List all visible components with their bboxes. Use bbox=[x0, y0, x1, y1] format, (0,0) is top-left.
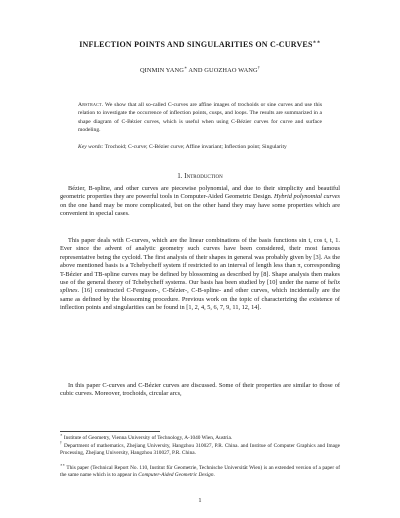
paper-title bbox=[0, 40, 400, 49]
author-1: QINMIN YANG bbox=[139, 67, 184, 74]
paragraph-3: In this paper C-curves and C-Bézier curves are discussed. Some of their properties are similar to those of cubic curves. Moreover, trochoids, circular arcs, bbox=[60, 382, 340, 398]
author-conjunction: AND bbox=[187, 67, 205, 74]
author-line bbox=[0, 64, 400, 74]
keywords-label: Key words: bbox=[78, 144, 104, 150]
author-2-mark: † bbox=[257, 64, 261, 70]
paragraph-2: This paper deals with C-curves, which are the linear combinations of the basis functions sin t, cos t, t, 1. Ever since the advent of analytic geometry such curves have been considered, their most famous representative being the cycloid. The first analysis of their shapes in general was probably given by [3]. As the above mentioned basis is a Tchebycheff system if restricted to an interval of length less than π, corresponding T-Bézier and TB-spline curves may be defined by blossoming as described by [8]. Shape analysis then makes use of the general theory of Tchebycheff systems. Our basis has been studied by [10] under the name of helix splines. [16] constructed C-Ferguson-, C-Bézier-, C-B-spline- and other curves, which incidentally are the same as defined by the blossoming procedure. Previous work on the topic of characterizing the existence of inflection points and singularities can be found in [1, 2, 4, 5, 6, 7, 9, 11, 12, 14]. bbox=[60, 237, 340, 312]
section-heading bbox=[0, 172, 400, 180]
page-number: 1 bbox=[198, 497, 202, 504]
author-2: GUOZHAO WANG bbox=[204, 67, 258, 74]
abstract-label: Abstract. bbox=[78, 102, 104, 108]
keywords bbox=[78, 143, 322, 151]
paragraph-1: Bézier, B-spline, and other curves are piecewise polynomial, and due to their simplicity and beautiful geometric properties they are powerful tools in Computer-Aided Geometric Design. Hybrid polynomial curves on the one hand may be more complicated, but on the other hand they may have some properties which are convenient in special cases. bbox=[60, 185, 341, 218]
emphasis-hybrid: Hybrid polynomial curves bbox=[274, 193, 341, 201]
title-footnote-mark: ∗∗ bbox=[312, 39, 321, 46]
footnote-2: † Department of mathematics, Zhejiang University, Hangzhou 310027, P.R. China. and Institue of Computer Graphics and Image Processing, Zhejiang University, Hangzhou 310027, P.R. China. bbox=[60, 441, 340, 457]
keywords-text: Trochoid; C-curve; C-Bézier curve; Affine invariant; Inflection point; Singularity bbox=[103, 144, 287, 150]
section-number: 1. bbox=[177, 172, 183, 180]
emphasis-helix: helix splines bbox=[60, 279, 340, 295]
author-1-mark: ∗ bbox=[183, 64, 188, 70]
abstract-text: We show that all so-called C-curves are affine images of trochoids or sine curves and use this relation to investigate the occurrence of inflection points, cusps, and loops. The results are summarized in a shape diagram of C-Bézier curves, which is useful when using C-Bézier curves for curve and surface modeling. bbox=[78, 102, 322, 133]
footnote-1: ∗ Institute of Geometry, Vienna University of Technology, A-1040 Wien, Austria. bbox=[60, 433, 233, 441]
footnote-3: ∗∗ This paper (Technical Report No. 110, Institut für Geometrie, Technische Universität Wien) is an extended version of a paper of the same name which is to appear in Computer-Aided Geometric Design. bbox=[60, 463, 340, 479]
footnote-rule bbox=[60, 431, 160, 432]
abstract bbox=[78, 101, 322, 134]
section-title: Introduction bbox=[184, 172, 223, 180]
title-text: INFLECTION POINTS AND SINGULARITIES ON C-CURVES bbox=[79, 40, 313, 49]
